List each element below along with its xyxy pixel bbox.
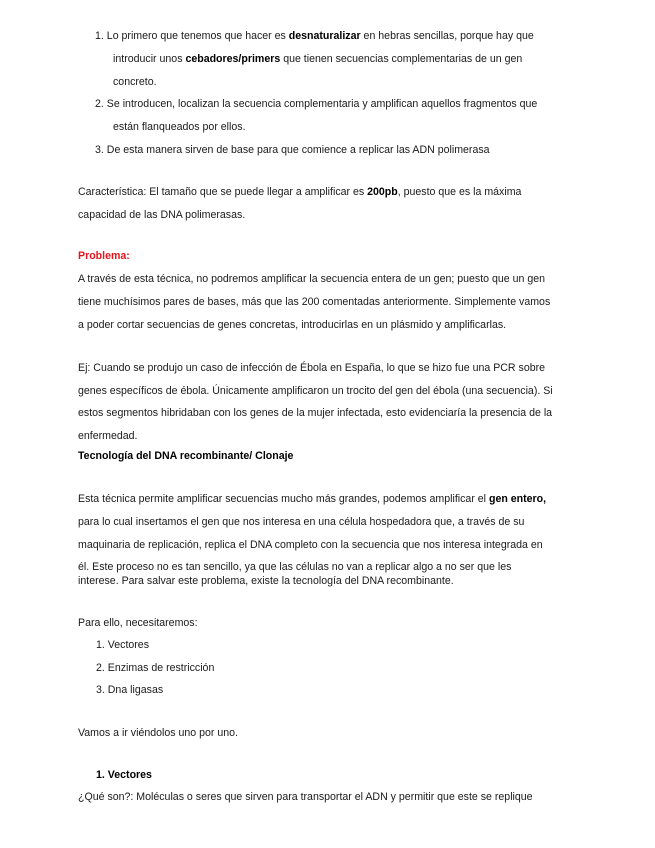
intro-line: él. Este proceso no es tan sencillo, ya que las células no van a replicar algo a no ser que les (78, 561, 512, 573)
list-number: 2. (95, 98, 104, 110)
problema-line: tiene muchísimos pares de bases, más que las 200 comentadas anteriormente. Simplemente vamos (78, 296, 551, 308)
text: , puesto que es la máxima (397, 186, 522, 198)
needs-item: 1. Vectores (96, 639, 149, 651)
intro-line: maquinaria de replicación, replica el DNA completo con la secuencia que nos interesa integrada en (78, 539, 543, 551)
section-title: Tecnología del DNA recombinante/ Clonaje (78, 450, 294, 462)
text: Se introducen, localizan la secuencia complementaria y amplifican aquellos fragmentos que (106, 98, 538, 110)
bold-term: gen entero, (488, 493, 547, 505)
bold-term: 200pb (367, 186, 398, 198)
needs-lead: Para ello, necesitaremos: (78, 617, 198, 629)
list-number: 3. (95, 144, 104, 156)
intro-line (78, 492, 546, 506)
caracteristica-line (78, 185, 521, 199)
pcr-step-2 (95, 97, 537, 111)
text: De esta manera sirven de base para que comience a replicar las ADN polimerasa (106, 144, 490, 156)
problema-line: a poder cortar secuencias de genes concretas, introducirlas en un plásmido y amplificarlas. (78, 319, 507, 331)
pcr-step-1-cont2: concreto. (113, 76, 157, 88)
text: en hebras sencillas, porque hay que (360, 30, 534, 42)
pcr-step-3 (95, 143, 490, 157)
bold-term: cebadores/primers (185, 53, 281, 65)
intro-line: interese. Para salvar este problema, existe la tecnología del DNA recombinante. (78, 575, 454, 587)
text: introducir unos (113, 53, 186, 65)
text: Lo primero que tenemos que hacer es (106, 30, 289, 42)
ejemplo-line: Ej: Cuando se produjo un caso de infección de Ébola en España, lo que se hizo fue una PCR sobre (78, 362, 546, 374)
ejemplo-line: enfermedad. (78, 430, 138, 442)
vectores-heading: 1. Vectores (96, 769, 152, 781)
needs-item: 2. Enzimas de restricción (96, 662, 215, 674)
needs-item: 3. Dna ligasas (96, 684, 164, 696)
next-line: Vamos a ir viéndolos uno por uno. (78, 727, 238, 739)
intro-line: para lo cual insertamos el gen que nos interesa en una célula hospedadora que, a través de su (78, 516, 525, 528)
text: Característica: El tamaño que se puede llegar a amplificar es (78, 186, 368, 198)
pcr-step-2-cont: están flanqueados por ellos. (113, 121, 246, 133)
list-number: 1. (95, 30, 104, 42)
vectores-line: ¿Qué son?: Moléculas o seres que sirven para transportar el ADN y permitir que este se replique (78, 791, 533, 803)
text: que tienen secuencias complementarias de un gen (280, 53, 523, 65)
bold-term: desnaturalizar (288, 30, 361, 42)
ejemplo-line: estos segmentos hibridaban con los genes de la mujer infectada, esto evidenciaría la presencia de la (78, 407, 553, 419)
ejemplo-line: genes específicos de ébola. Únicamente amplificaron un trocito del gen del ébola (una secuencia). Si (78, 385, 553, 397)
caracteristica-line-2: capacidad de las DNA polimerasas. (78, 209, 246, 221)
problema-heading: Problema: (78, 250, 130, 262)
pcr-step-1 (95, 29, 534, 43)
problema-line: A través de esta técnica, no podremos amplificar la secuencia entera de un gen; puesto que un gen (78, 273, 546, 285)
text: Esta técnica permite amplificar secuencias mucho más grandes, podemos amplificar el (78, 493, 489, 505)
pcr-step-1-cont (113, 52, 522, 66)
